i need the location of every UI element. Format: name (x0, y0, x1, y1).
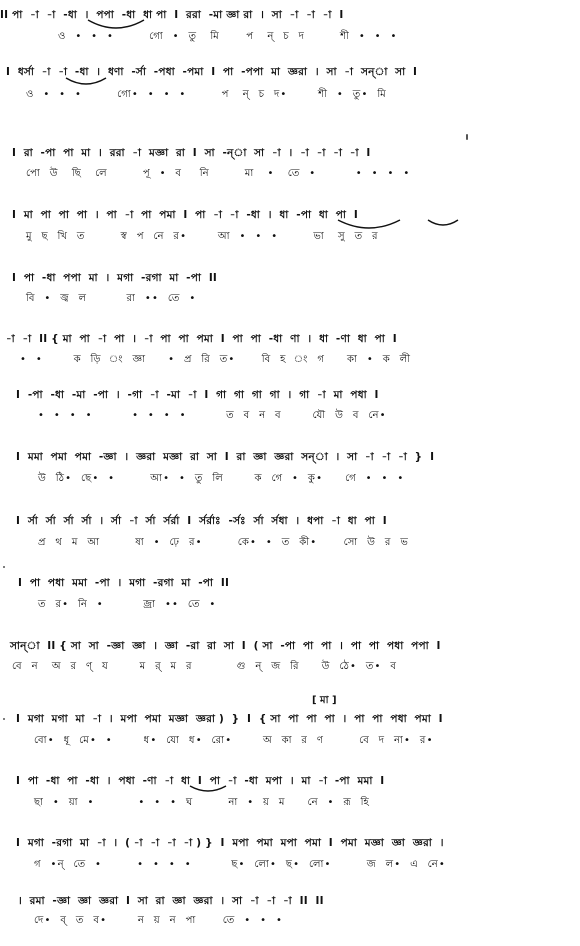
scan-mark (3, 566, 5, 568)
notation-line: I পা -ধা পা -ধা । পধা -ণা -া ধা I পা -া -ধা মপা । মা -া -পা মমা I (16, 775, 385, 787)
lyrics-line: • • • • • • • • ত ব ন ব যৌ উ ব নে• (38, 410, 387, 421)
notation-line: I মগা -রগা মা -া । ( -া -া -া -া ) } I মপা পমা মপা পমা I পমা মজ্ঞা জ্ঞা জ্ঞরা । (16, 837, 444, 849)
lyrics-line: পো উ ছি লে পূ • ব নি মা • তে • • • • • (26, 168, 411, 179)
lyrics-line: ও • • • গো• • • • প ন্ চ দ• শী • তু• মি (26, 89, 387, 100)
scan-mark (466, 134, 468, 140)
notation-line: I ধর্সা -া -া -ধা । ধণা -র্সা -পধা -পমা I পা -পপা মা জ্ঞরা । সা -া সন্‌া সা I (6, 66, 418, 78)
notation-line: I মমা পমা পমা -জ্ঞা । জ্ঞরা মজ্ঞা রা সা I রা জ্ঞা জ্ঞরা সন্‌া । সা -া -া -া } I (16, 451, 435, 463)
slur-arc (86, 18, 146, 34)
notation-line: I মা পা পা পা । পা -া পা পমা I পা -া -া -ধা । ধা -পা ধা পা I (12, 209, 358, 221)
slur-arc (64, 76, 108, 90)
notation-line: I -পা -ধা -মা -পা । -গা -া -মা -া I গা গা গা গা । গা -া মা পধা I (16, 389, 379, 401)
notation-line: । রমা -জ্ঞা জ্ঞা জ্ঞরা I সা রা জ্ঞা জ্ঞরা । সা -া -া -া II II (18, 895, 324, 907)
notation-line: I মগা মগা মা -া । মপা পমা মজ্ঞা জ্ঞরা ) } I { সা পা পা পা । পা পা পধা পমা I (16, 713, 443, 725)
lyrics-line: বে ন অ র ণ্ য ম র্ ম র গু ন্ জ রি উ ঠে• ত• ব (12, 661, 398, 672)
lyrics-line: • • ক ড়ি ং জ্ঞা • প্র রি ত• বি হ ং গ কা • ক লী (20, 354, 412, 365)
bracket-marker: [ মা ] (312, 695, 337, 706)
slur-arc (426, 218, 460, 230)
lyrics-line: ও • • • গো • তু মি প ন্ চ দ শী • • • (58, 31, 398, 42)
slur-arc (188, 784, 228, 796)
lyrics-line: গ •ন্ তে • • • • • ছ• লো• ছ• লো• জ ল• এ নে• (34, 859, 446, 870)
notation-line: সান্‌া II { সা সা -জ্ঞা জ্ঞা । জ্ঞা -রা রা সা I ( সা -পা পা পা । পা পা পধা পপা I (10, 640, 441, 652)
slur-arc (336, 218, 402, 234)
notation-line: I রা -পা পা মা । ররা -া মজ্ঞা রা I সা -ন্‌া সা -া । -া -া -া -া I (12, 147, 371, 159)
lyrics-line: উ ঠি• ছে• • আ• • তু লি ক গে • কু• গে • • • (38, 473, 405, 484)
lyrics-line: বো• ধূ মে• • ধ• যো ধ• রো• অ কা র ণ বে দ না• র• (34, 735, 434, 746)
lyrics-line: মু ছ খি ত স্ব প নে র• আ • • • ভা সু ত র (26, 231, 379, 242)
lyrics-line: দে• ব্ ত ব• ন য় ন পা তে • • • (34, 915, 284, 926)
notation-line: I পা -ধা পপা মা । মগা -রগা মা -পা II (12, 272, 218, 284)
notation-line: II পা -া -া -ধা । পপা -ধা ধা পা I ররা -মা জ্ঞা রা । সা -া -া -া I (0, 9, 344, 21)
lyrics-line: ত র• নি • জ্রা •• তে • (38, 599, 217, 610)
lyrics-line: প্র থ ম আ ষা • ঢ়ে র• কে• • ত কী• সো উ র ভ (38, 537, 410, 548)
notation-line: I র্সা র্সা র্সা র্সা । র্সা -া র্সা র্সর্রা I র্সর্রাঃ -র্সঃ র্সা র্সধা । ধপা -া ধা পা I (16, 515, 387, 527)
notation-line: I পা পধা মমা -পা । মগা -রগা মা -পা II (18, 577, 230, 589)
lyrics-line: ছা • য়া • • • • ঘ না • য় ম নে • রূ হি (34, 797, 370, 808)
scan-mark (3, 718, 5, 720)
notation-line: -া -া II { মা পা -া পা । -া পা পা পমা I পা পা -ধা ণা । ধা -ণা ধা পা I (6, 333, 397, 345)
lyrics-line: বি • জ্ব ল রা •• তে • (26, 293, 197, 304)
